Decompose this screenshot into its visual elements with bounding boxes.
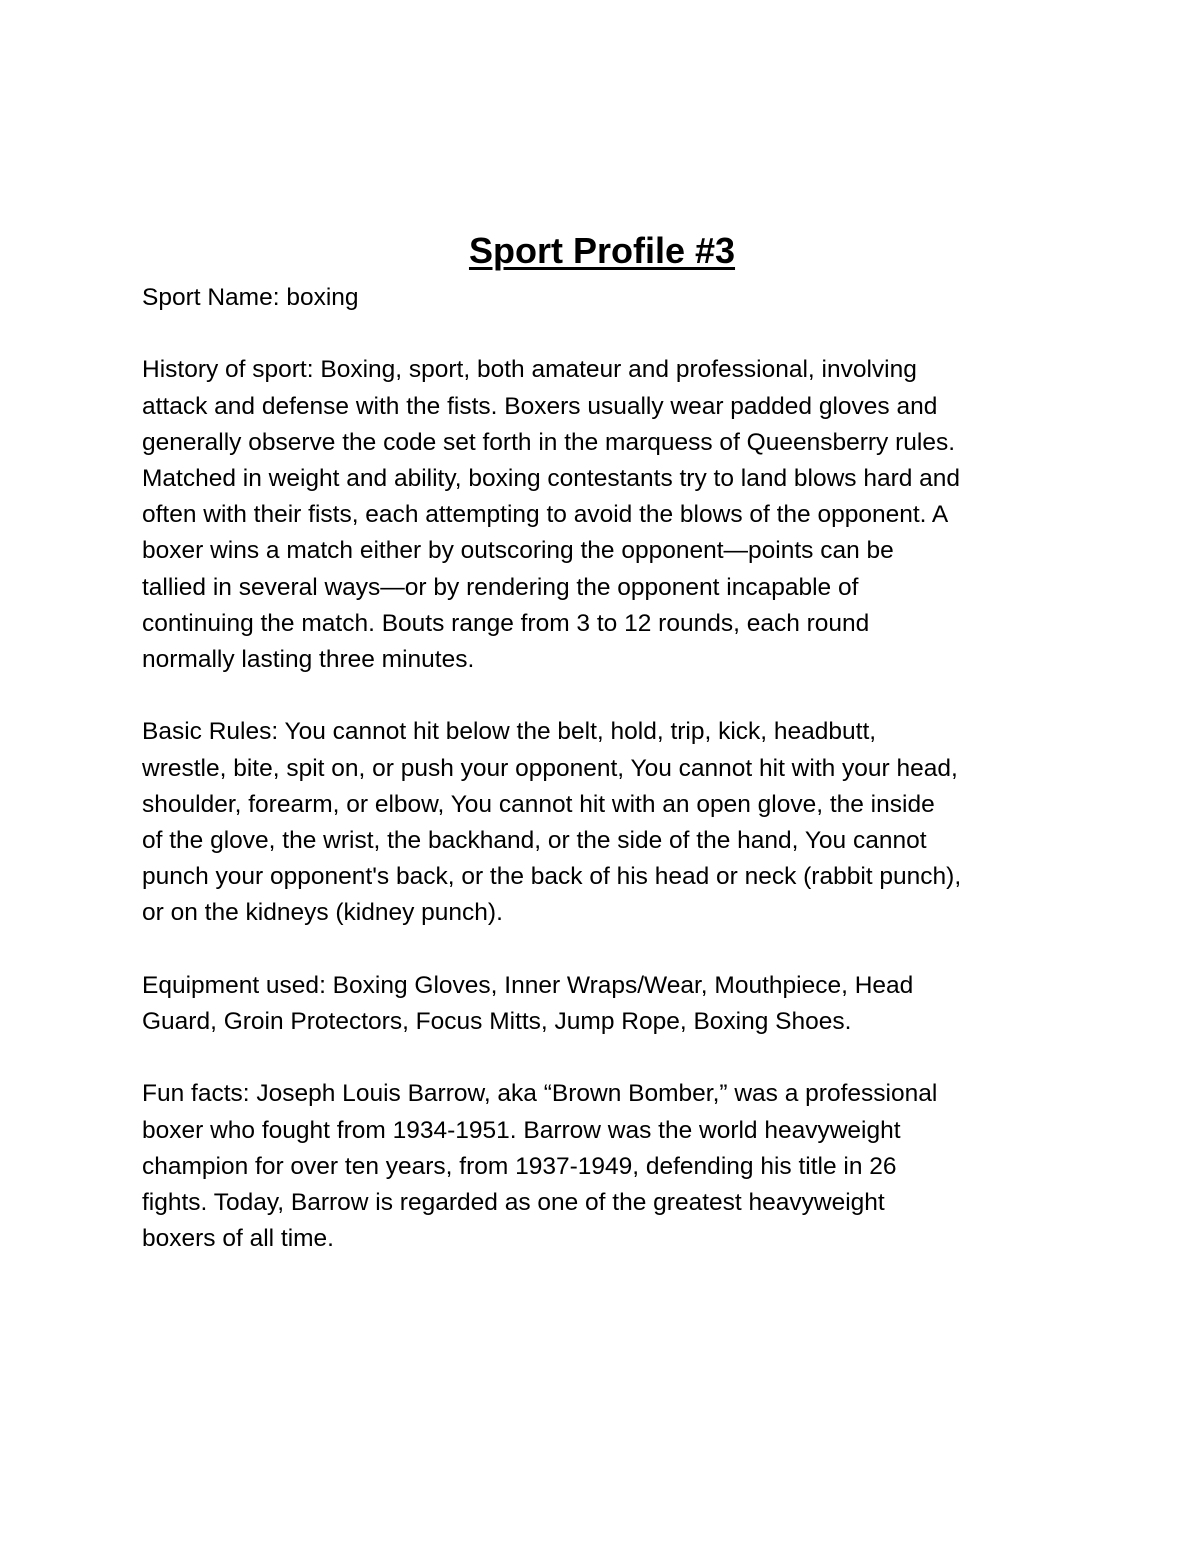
equipment-paragraph: Equipment used: Boxing Gloves, Inner Wraps/Wear, Mouthpiece, Head Guard, Groin Protectors, Focus Mitts, Jump Rope, Boxing Shoes. <box>142 971 914 1036</box>
fun-facts-paragraph: Fun facts: Joseph Louis Barrow, aka “Brown Bomber,” was a professional boxer who fought from 1934-1951. Barrow was the world heavyweight champion for over ten years, from 1937-1949, defending his title in 26 fights. Today, Barrow is regarded as one of the greatest heavyweight boxers of all time. <box>142 1080 938 1253</box>
document-body <box>142 226 1062 1257</box>
paragraph-spacer <box>142 932 1062 968</box>
basic-rules-paragraph: Basic Rules: You cannot hit below the belt, hold, trip, kick, headbutt, wrestle, bite, spit on, or push your opponent, You cannot hit with your head, shoulder, forearm, or elbow, You cannot hit with an open glove, the inside of the glove, the wrist, the backhand, or the side of the hand, You cannot punch your opponent's back, or the back of his head or neck (rabbit punch), or on the kidneys (kidney punch). <box>142 718 962 927</box>
paragraph-spacer <box>142 678 1062 714</box>
history-paragraph: History of sport: Boxing, sport, both amateur and professional, involving attack and defense with the fists. Boxers usually wear padded gloves and generally observe the code set forth in the marquess of Queensberry rules. Matched in weight and ability, boxing contestants try to land blows hard and often with their fists, each attempting to avoid the blows of the opponent. A boxer wins a match either by outscoring the opponent—points can be tallied in several ways—or by rendering the opponent incapable of continuing the match. Bouts range from 3 to 12 rounds, each round normally lasting three minutes. <box>142 356 961 674</box>
paragraph-spacer <box>142 1040 1062 1076</box>
page-title: Sport Profile #3 <box>468 230 736 271</box>
sport-name: Sport Name: boxing <box>142 284 359 311</box>
paragraph-spacer <box>142 316 1062 352</box>
